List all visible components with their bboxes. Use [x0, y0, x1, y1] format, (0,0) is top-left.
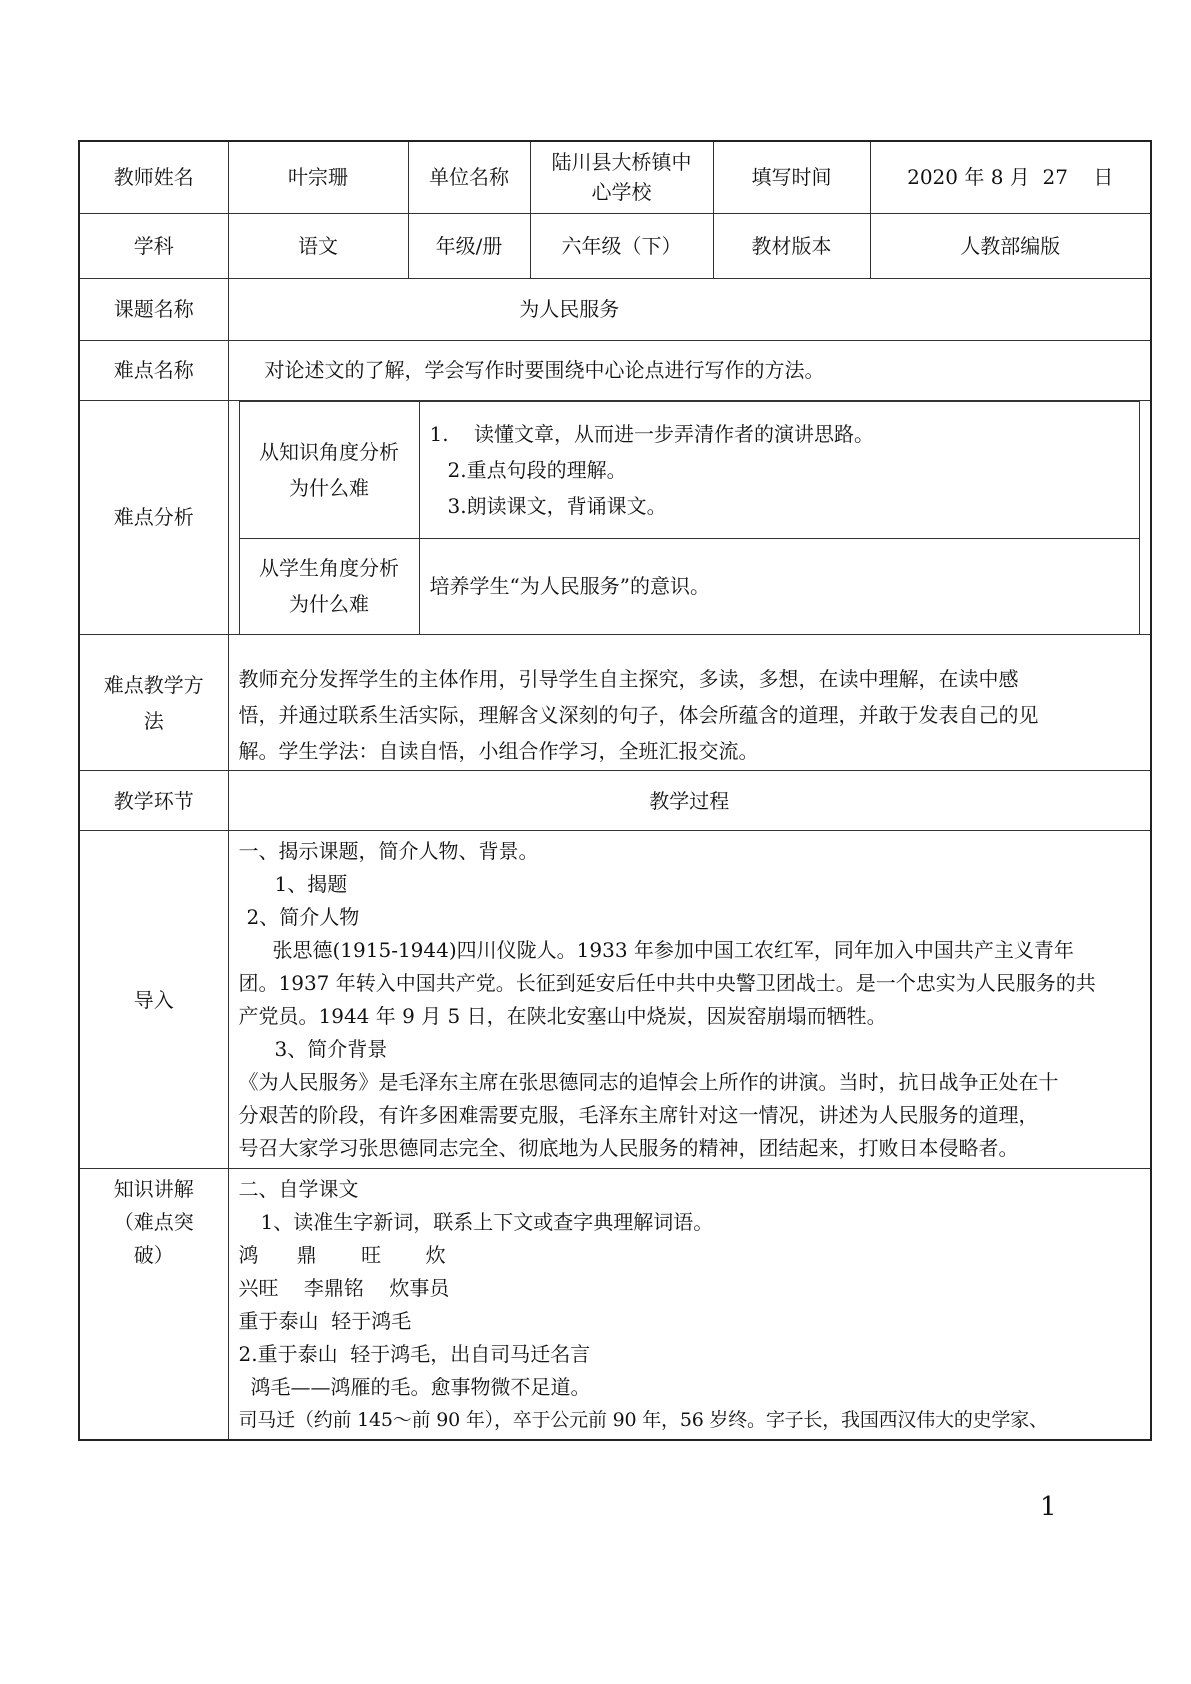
analysis-inner-table	[239, 401, 1141, 635]
knowledge-angle-label-1: 从知识角度分析	[259, 439, 399, 464]
intro-line-5: 团。1937 年转入中国共产党。长征到延安后任中共中央警卫团战士。是一个忠实为人民服务的共	[238, 971, 1096, 995]
subject-value: 语文	[228, 213, 408, 278]
lesson-plan-sheet	[78, 140, 1150, 1441]
method-label-1: 难点教学方	[103, 672, 204, 697]
intro-line-3: 2、简介人物	[246, 905, 360, 929]
page-number: 1	[1040, 1492, 1057, 1522]
edition-label: 教材版本	[713, 213, 870, 278]
knowledge-item-1: 1. 读懂文章，从而进一步弄清作者的演讲思路。	[429, 421, 875, 446]
method-line-1: 教师充分发挥学生的主体作用，引导学生自主探究，多读，多想，在读中理解，在读中感	[238, 666, 1019, 691]
header-row-1	[79, 141, 1151, 213]
knowledge-angle-items	[419, 401, 1140, 538]
knowledge-line-3: 鸿 鼎 旺 炊	[238, 1243, 446, 1267]
intro-row	[79, 831, 1151, 1169]
unit-value-line-1: 陆川县大桥镇中	[551, 150, 692, 175]
difficulty-row	[79, 340, 1151, 400]
time-label: 填写时间	[713, 141, 870, 213]
intro-label: 导入	[79, 831, 228, 1169]
student-angle-label-1: 从学生角度分析	[259, 556, 399, 581]
student-angle-label	[239, 538, 419, 634]
method-label	[79, 635, 228, 771]
header-row-2	[79, 213, 1151, 278]
grade-label: 年级/册	[408, 213, 530, 278]
knowledge-line-5: 重于泰山 轻于鸿毛	[238, 1309, 412, 1333]
student-angle-value: 培养学生“为人民服务”的意识。	[419, 538, 1140, 634]
method-line-2: 悟，并通过联系生活实际，理解含义深刻的句子，体会所蕴含的道理，并敢于发表自己的见	[238, 702, 1039, 727]
topic-row	[79, 278, 1151, 340]
student-angle-label-2: 为什么难	[289, 592, 369, 617]
process-header-row	[79, 771, 1151, 831]
knowledge-label-2: （难点突	[113, 1210, 194, 1234]
knowledge-angle-label-2: 为什么难	[289, 475, 369, 500]
knowledge-angle-label	[239, 401, 419, 538]
knowledge-line-4: 兴旺 李鼎铭 炊事员	[238, 1276, 450, 1300]
teacher-label: 教师姓名	[79, 141, 228, 213]
knowledge-row	[79, 1169, 1151, 1440]
intro-line-10: 号召大家学习张思德同志完全、彻底地为人民服务的精神，团结起来，打败日本侵略者。	[238, 1136, 1019, 1160]
analysis-detail	[228, 400, 1151, 635]
intro-line-9: 分艰苦的阶段，有许多困难需要克服，毛泽东主席针对这一情况，讲述为人民服务的道理，	[238, 1103, 1039, 1127]
teacher-value: 叶宗珊	[228, 141, 408, 213]
analysis-label: 难点分析	[79, 400, 228, 635]
intro-line-8: 《为人民服务》是毛泽东主席在张思德同志的追悼会上所作的讲演。当时，抗日战争正处在十	[238, 1070, 1059, 1094]
process-content-header: 教学过程	[228, 771, 1151, 831]
knowledge-line-2: 1、读准生字新词，联系上下文或查字典理解词语。	[260, 1210, 714, 1234]
intro-line-2: 1、揭题	[274, 872, 348, 896]
analysis-row	[79, 400, 1151, 635]
topic-value: 为人民服务	[228, 278, 1151, 340]
knowledge-label-1: 知识讲解	[113, 1177, 194, 1201]
analysis-student-row	[239, 538, 1140, 634]
intro-text	[228, 831, 1151, 1169]
edition-value: 人教部编版	[870, 213, 1151, 278]
method-line-3: 解。学生学法：自读自悟，小组合作学习，全班汇报交流。	[238, 738, 759, 763]
intro-line-4: 张思德(1915-1944)四川仪陇人。1933 年参加中国工农红军，同年加入中国共产主义青年	[272, 938, 1074, 962]
intro-line-7: 3、简介背景	[274, 1037, 388, 1061]
knowledge-text	[228, 1169, 1151, 1440]
lesson-plan-table	[78, 140, 1152, 1441]
method-label-2: 法	[143, 708, 164, 733]
difficulty-value: 对论述文的了解，学会写作时要围绕中心论点进行写作的方法。	[228, 340, 1151, 400]
process-stage-header: 教学环节	[79, 771, 228, 831]
method-row	[79, 635, 1151, 771]
time-value: 2020 年 8 月 27 日	[870, 141, 1151, 213]
intro-line-6: 产党员。1944 年 9 月 5 日，在陕北安塞山中烧炭，因炭窑崩塌而牺牲。	[238, 1004, 887, 1028]
unit-value-line-2: 心学校	[591, 180, 652, 205]
difficulty-label: 难点名称	[79, 340, 228, 400]
subject-label: 学科	[79, 213, 228, 278]
knowledge-item-3: 3.朗读课文，背诵课文。	[447, 493, 667, 518]
intro-line-1: 一、揭示课题，简介人物、背景。	[238, 839, 539, 863]
unit-label: 单位名称	[408, 141, 530, 213]
knowledge-line-7: 鸿毛——鸿雁的毛。愈事物微不足道。	[250, 1375, 591, 1399]
knowledge-label	[79, 1169, 228, 1440]
knowledge-item-2: 2.重点句段的理解。	[447, 457, 627, 482]
grade-value: 六年级（下）	[530, 213, 713, 278]
knowledge-line-6: 2.重于泰山 轻于鸿毛，出自司马迁名言	[238, 1342, 591, 1366]
topic-label: 课题名称	[79, 278, 228, 340]
knowledge-label-3: 破）	[133, 1243, 174, 1267]
method-text	[228, 635, 1151, 771]
analysis-knowledge-row	[239, 401, 1140, 538]
knowledge-line-1: 二、自学课文	[238, 1177, 359, 1201]
knowledge-line-8: 司马迁（约前 145～前 90 年），卒于公元前 90 年，56 岁终。字子长，我国西汉伟大的史学家、	[238, 1409, 1048, 1431]
unit-value	[530, 141, 713, 213]
